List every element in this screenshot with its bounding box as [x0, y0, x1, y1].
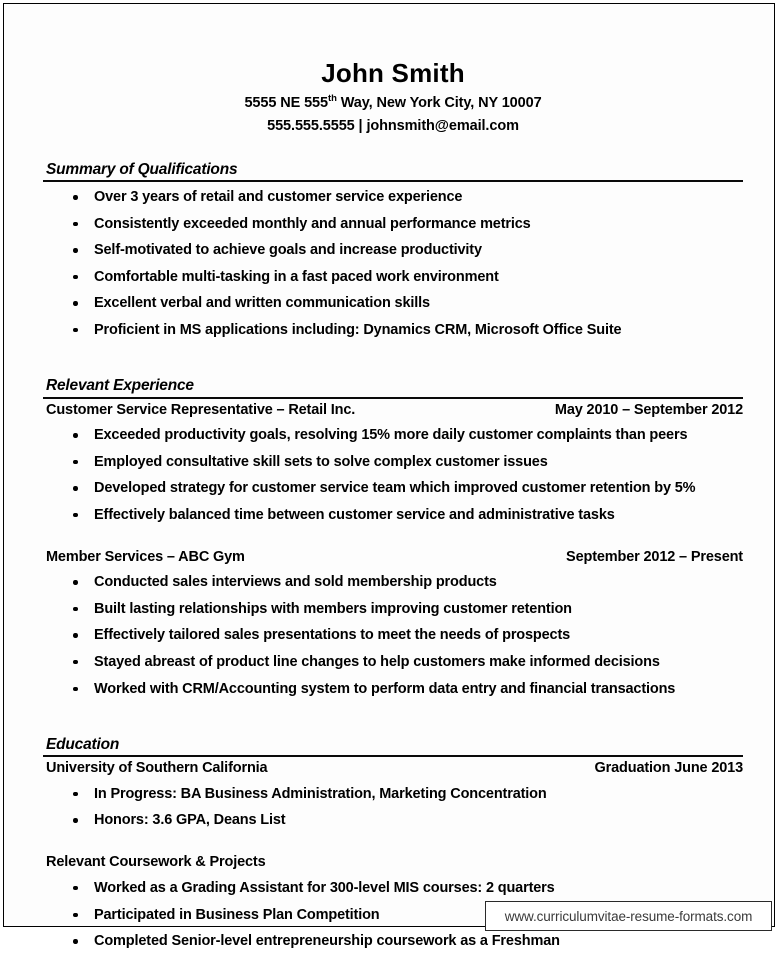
bullet-icon — [73, 633, 78, 638]
list-item — [43, 320, 743, 341]
job-title: Member Services – ABC Gym — [46, 548, 245, 565]
section-divider — [43, 180, 743, 182]
experience-entry — [43, 401, 743, 526]
list-item — [43, 267, 743, 288]
experience-bullet-list — [43, 425, 743, 526]
list-item — [43, 452, 743, 473]
bullet-icon — [73, 328, 78, 333]
school-name: University of Southern California — [46, 760, 268, 777]
list-item — [43, 572, 743, 593]
bullet-icon — [73, 433, 78, 438]
candidate-address — [43, 92, 743, 114]
graduation-date: Graduation June 2013 — [594, 760, 743, 777]
bullet-icon — [73, 660, 78, 665]
job-title: Customer Service Representative – Retail Inc. — [46, 401, 356, 418]
job-dates: September 2012 – Present — [566, 548, 743, 565]
list-item-text: Worked with CRM/Accounting system to perform data entry and financial transactions — [94, 680, 676, 697]
list-item-text: Self-motivated to achieve goals and increase productivity — [94, 242, 482, 259]
list-item — [43, 878, 743, 899]
bullet-icon — [73, 301, 78, 306]
list-item-text: Exceeded productivity goals, resolving 15% more daily customer complaints than peers — [94, 427, 688, 444]
section-heading-summary: Summary of Qualifications — [46, 160, 238, 178]
watermark-url: www.curriculumvitae-resume-formats.com — [504, 908, 753, 924]
list-item — [43, 931, 743, 952]
address-suffix: Way, New York City, NY 10007 — [336, 94, 542, 111]
address-prefix: 5555 NE 555 — [244, 94, 328, 111]
bullet-icon — [73, 460, 78, 465]
section-heading-education: Education — [46, 735, 120, 753]
list-item-text: Excellent verbal and written communication skills — [94, 295, 430, 312]
list-item — [43, 240, 743, 261]
job-dates: May 2010 – September 2012 — [554, 401, 743, 418]
list-item-text: Worked as a Grading Assistant for 300-level MIS courses: 2 quarters — [94, 879, 555, 896]
list-item — [43, 784, 743, 805]
list-item-text: Completed Senior-level entrepreneurship coursework as a Freshman — [94, 933, 560, 950]
resume-content — [43, 4, 743, 958]
section-divider — [43, 397, 743, 399]
bullet-icon — [73, 486, 78, 491]
list-item — [43, 679, 743, 700]
list-item-text: Proficient in MS applications including: Dynamics CRM, Microsoft Office Suite — [94, 321, 622, 338]
bullet-icon — [73, 248, 78, 253]
list-item-text: Participated in Business Plan Competition — [94, 906, 380, 923]
list-item-text: Stayed abreast of product line changes to help customers make informed decisions — [94, 653, 660, 670]
bullet-icon — [73, 939, 78, 944]
education-entry-header — [43, 759, 743, 779]
bullet-icon — [73, 792, 78, 797]
list-item — [43, 810, 743, 831]
list-item-text: Developed strategy for customer service team which improved customer retention by 5% — [94, 480, 696, 497]
list-item-text: Honors: 3.6 GPA, Deans List — [94, 812, 286, 829]
section-summary-of-qualifications — [43, 161, 743, 341]
bullet-icon — [73, 222, 78, 227]
list-item-text: Employed consultative skill sets to solve complex customer issues — [94, 453, 548, 470]
education-entry — [43, 759, 743, 831]
experience-entry — [43, 548, 743, 700]
list-item-text: Over 3 years of retail and customer service experience — [94, 189, 463, 206]
experience-entry-header — [43, 548, 743, 568]
summary-bullet-list — [43, 187, 743, 341]
watermark-box — [485, 901, 772, 931]
list-item-text: Comfortable multi-tasking in a fast paced work environment — [94, 268, 499, 285]
candidate-name: John Smith — [321, 58, 465, 88]
education-bullet-list — [43, 784, 743, 832]
list-item — [43, 652, 743, 673]
list-item — [43, 187, 743, 208]
section-divider — [43, 755, 743, 757]
list-item-text: In Progress: BA Business Administration, Marketing Concentration — [94, 785, 547, 802]
bullet-icon — [73, 913, 78, 918]
list-item — [43, 478, 743, 499]
coursework-heading: Relevant Coursework & Projects — [46, 854, 266, 871]
list-item-text: Effectively tailored sales presentations to meet the needs of prospects — [94, 627, 571, 644]
resume-header — [43, 4, 743, 138]
section-heading-experience: Relevant Experience — [46, 376, 194, 394]
experience-bullet-list — [43, 572, 743, 699]
bullet-icon — [73, 818, 78, 823]
bullet-icon — [73, 275, 78, 280]
section-relevant-experience — [43, 377, 743, 700]
list-item-text: Built lasting relationships with members improving customer retention — [94, 600, 572, 617]
list-item-text: Consistently exceeded monthly and annual performance metrics — [94, 215, 531, 232]
bullet-icon — [73, 195, 78, 200]
list-item — [43, 214, 743, 235]
address-ordinal-suffix: th — [328, 92, 337, 104]
bullet-icon — [73, 687, 78, 692]
list-item — [43, 293, 743, 314]
experience-entry-header — [43, 401, 743, 421]
bullet-icon — [73, 513, 78, 518]
list-item — [43, 599, 743, 620]
list-item — [43, 505, 743, 526]
resume-page — [3, 3, 775, 950]
list-item — [43, 425, 743, 446]
list-item-text: Effectively balanced time between customer service and administrative tasks — [94, 506, 615, 523]
bullet-icon — [73, 580, 78, 585]
candidate-contact: 555.555.5555 | johnsmith@email.com — [267, 118, 519, 135]
bullet-icon — [73, 607, 78, 612]
list-item — [43, 625, 743, 646]
bullet-icon — [73, 886, 78, 891]
list-item-text: Conducted sales interviews and sold membership products — [94, 574, 497, 591]
